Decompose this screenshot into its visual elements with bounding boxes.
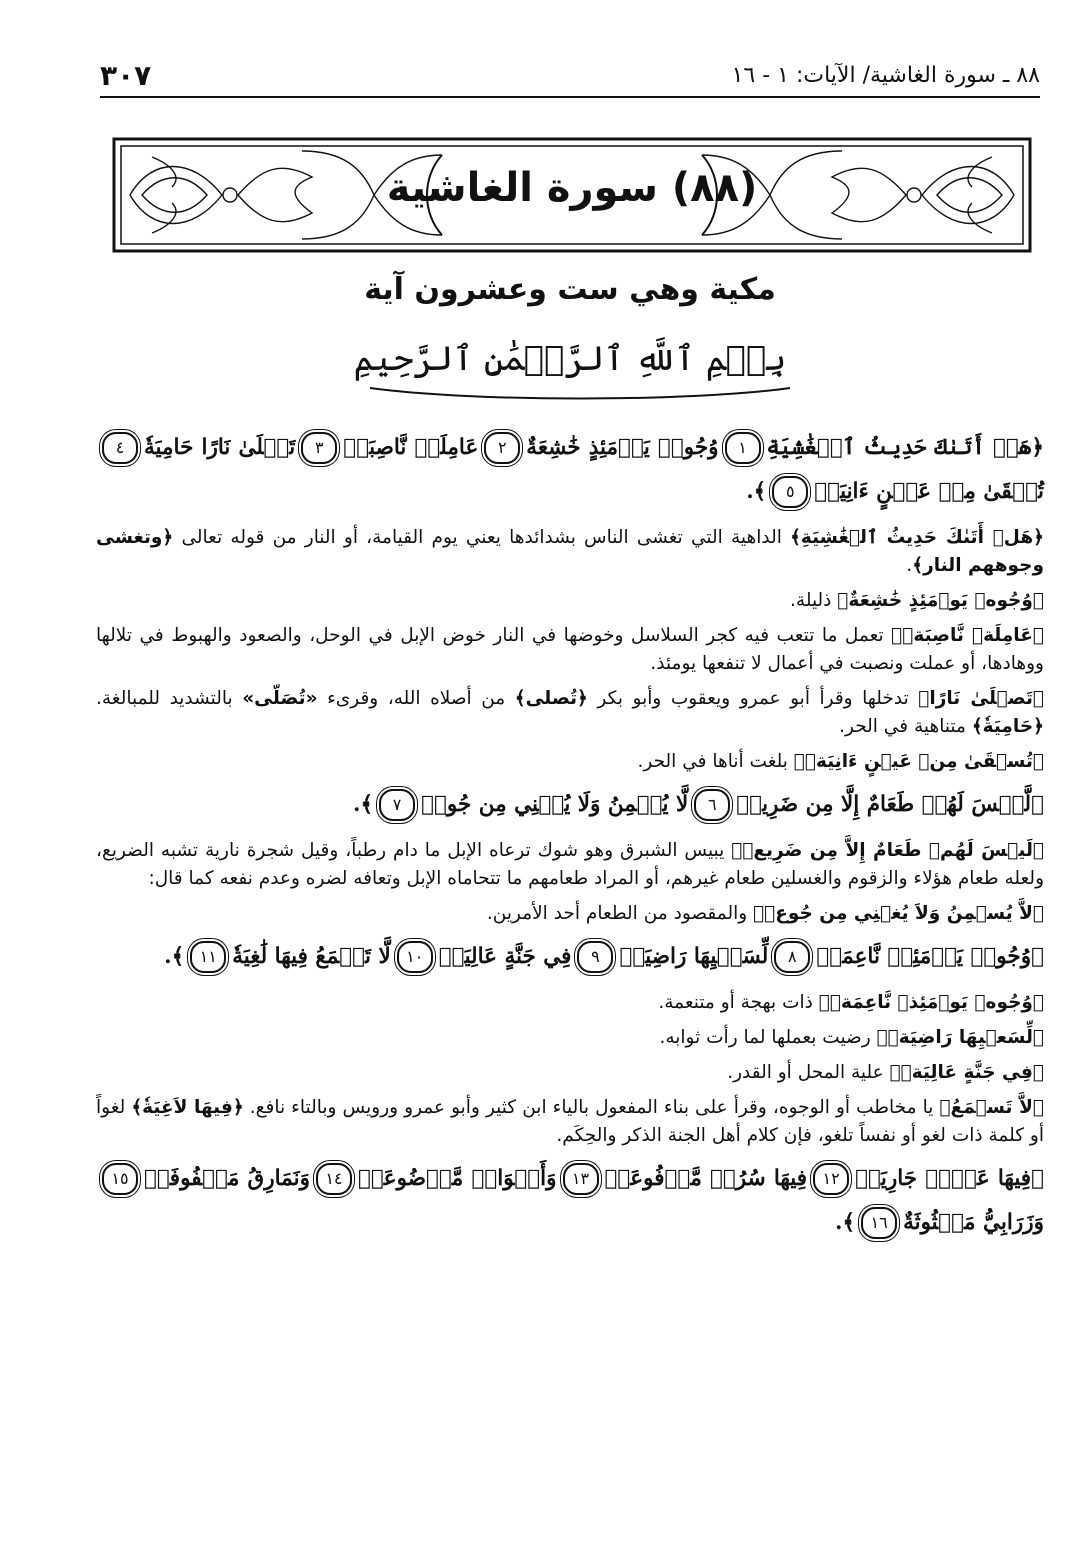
- verse-13: فِيهَا سُرُرٞ مَّرۡفُوعَةٞ: [604, 1166, 808, 1191]
- quoted-verse: ﴿لاَّ يُسۡمِنُ وَلاَ يُغۡنِي مِن جُوعٖ﴾: [753, 903, 1044, 924]
- quoted-verse: ﴿لَيۡسَ لَهُمۡ طَعَامٌ إِلاَّ مِن ضَرِيعٖ﴾: [731, 840, 1045, 861]
- commentary-text: تدخلها وقرأ أبو عمرو ويعقوب وأبو بكر: [587, 688, 919, 709]
- running-head-title: ٨٨ ـ سورة الغاشية/ الآيات: ١ - ١٦: [731, 63, 1040, 88]
- surah-subtitle: مكية وهي ست وعشرون آية: [364, 272, 776, 307]
- surah-title-frame: [112, 137, 1032, 253]
- commentary-paragraph: [96, 1059, 1044, 1087]
- verse-number-marker: ٧: [379, 789, 415, 821]
- quoted-verse: ﴿فِيهَا لاَغِيَةٗ﴾: [131, 1097, 244, 1118]
- quoted-verse: ﴿حَامِيَةٗ﴾: [971, 716, 1044, 737]
- surah-title: (٨٨) سورة الغاشية: [386, 165, 758, 211]
- verse-close-bracket: ﴾.: [164, 944, 185, 969]
- verse-number-marker: ٩: [577, 941, 613, 973]
- verse-block-1-5: [96, 426, 1044, 514]
- commentary-paragraph: [96, 685, 1044, 741]
- verse-2: وُجُوهٞ يَوۡمَئِذٍ خَٰشِعَةٌ: [526, 435, 719, 460]
- commentary-paragraph: [96, 524, 1044, 580]
- verse-close-bracket: ﴾.: [834, 1210, 856, 1235]
- quoted-reading: «تُصَلّى»: [242, 688, 318, 709]
- quoted-verse: ﴿وُجُوهٞ يَوۡمَئِذٍ خَٰشِعَةٌ﴾: [837, 590, 1044, 611]
- quoted-verse: ﴿هَلۡ أَتَىٰكَ حَدِيثُ ٱلۡغَٰشِيَةِ﴾: [790, 527, 1044, 548]
- commentary-text: متناهية في الحر.: [839, 716, 972, 737]
- verse-close-bracket: ﴾.: [746, 479, 767, 504]
- main-text: [96, 426, 1044, 1255]
- commentary-paragraph: [96, 989, 1044, 1017]
- verse-open-bracket: ﴿: [1031, 792, 1044, 817]
- verse-number-marker: ١٢: [813, 1163, 849, 1195]
- verse-open-bracket: ﴿: [1031, 1166, 1044, 1191]
- quoted-verse: ﴿وتغشى وجوههم النار﴾: [96, 527, 1044, 576]
- commentary-text: الداهية التي تغشى الناس بشدائدها يعني يوم القيامة، أو النار من قوله تعالى: [173, 527, 791, 548]
- verse-number-marker: ٦: [694, 789, 730, 821]
- quoted-verse: ﴿تَصۡلَىٰ نَارًا﴾: [918, 688, 1044, 709]
- verse-12: فِيهَا عَيۡنٞ جَارِيَةٞ: [855, 1166, 1032, 1191]
- verse-3: عَامِلَةٞ نَّاصِبَةٞ: [343, 435, 479, 460]
- running-head: [100, 50, 1040, 98]
- commentary-paragraph: [96, 837, 1044, 893]
- commentary-text: تعمل ما تتعب فيه كجر السلاسل وخوضها في النار خوض الإبل في الوحل، والصعود والهبوط في تلالها ووهادها، أو عملت ونصبت في أعمال لا تنفعها يومئذ.: [96, 625, 1044, 674]
- verse-5: تُسۡقَىٰ مِنۡ عَيۡنٍ ءَانِيَةٖ: [814, 479, 1044, 504]
- quoted-verse: ﴿عَامِلَةٞ نَّاصِبَةٞ﴾: [891, 625, 1044, 646]
- verse-9: لِّسَعۡيِهَا رَاضِيَةٞ: [619, 944, 769, 969]
- commentary-text: يبيس الشبرق وهو شوك ترعاه الإبل ما دام رطباً، وقيل شجرة نارية تشبه الضريع، ولعله طعام هؤلاء والزقوم والغسلين طعام غيرهم، أو المراد طعامهم ما تتحاماه الإبل وتعافه لضره وعدم نفعه كما قال:: [96, 840, 1044, 889]
- verse-number-marker: ١١: [190, 941, 226, 973]
- commentary-paragraph: [96, 622, 1044, 678]
- commentary-text: من أصلاه الله، وقرىء: [317, 688, 515, 709]
- basmala: بِسۡمِ ٱللَّهِ ٱلرَّحۡمَٰنِ ٱلرَّحِيمِ: [353, 339, 787, 379]
- verse-1: هَلۡ أَتَىٰكَ حَدِيثُ ٱلۡغَٰشِيَةِ: [766, 435, 1032, 460]
- quoted-verse: ﴿وُجُوهٞ يَوۡمَئِذٖ نَّاعِمَةٞ﴾: [818, 992, 1044, 1013]
- verse-open-bracket: ﴿: [1031, 435, 1045, 460]
- commentary-paragraph: [96, 900, 1044, 928]
- commentary-text: ذليلة.: [790, 590, 838, 611]
- commentary-text: والمقصود من الطعام أحد الأمرين.: [486, 903, 754, 924]
- verse-number-marker: ١٤: [316, 1163, 352, 1195]
- basmala-flourish: [350, 380, 810, 400]
- verse-number-marker: ٣: [301, 432, 337, 464]
- verse-close-bracket: ﴾.: [352, 792, 374, 817]
- quoted-verse: ﴿تُصلى﴾: [514, 688, 588, 709]
- quoted-verse: ﴿لاَّ تَسۡمَعُ﴾: [939, 1097, 1044, 1118]
- verse-number-marker: ١: [725, 432, 761, 464]
- verse-number-marker: ١٠: [397, 941, 433, 973]
- verse-8: وُجُوهٞ يَوۡمَئِذٖ نَّاعِمَةٞ: [816, 944, 1032, 969]
- commentary-text: لغواً أو كلمة ذات لغو أو نفساً تلغو، فإن كلام أهل الجنة الذكر والحِكَم.: [96, 1097, 1044, 1146]
- commentary-text: بلغت أناها في الحر.: [637, 751, 794, 772]
- commentary-paragraph: [96, 1024, 1044, 1052]
- verse-number-marker: ١٣: [563, 1163, 599, 1195]
- commentary-text: .: [906, 555, 913, 576]
- commentary-paragraph: [96, 748, 1044, 776]
- page-number: ٣٠٧: [100, 59, 152, 92]
- verse-11: لَّا تَسۡمَعُ فِيهَا لَٰغِيَةٗ: [232, 944, 391, 969]
- quoted-verse: ﴿تُسۡقَىٰ مِنۡ عَيۡنٍ ءَانِيَةٖ﴾: [793, 751, 1044, 772]
- verse-number-marker: ٨: [774, 941, 810, 973]
- verse-14: وَأَكۡوَابٞ مَّوۡضُوعَةٞ: [357, 1166, 557, 1191]
- verse-16: وَزَرَابِيُّ مَبۡثُوثَةٌ: [903, 1210, 1044, 1235]
- verse-number-marker: ١٦: [861, 1207, 897, 1239]
- verse-number-marker: ٢: [484, 432, 520, 464]
- commentary-text: علية المحل أو القدر.: [727, 1062, 890, 1083]
- commentary-paragraph: [96, 587, 1044, 615]
- verse-block-8-11: [96, 935, 1044, 979]
- verse-number-marker: ٤: [102, 432, 138, 464]
- verse-10: فِي جَنَّةٍ عَالِيَةٖ: [438, 944, 572, 969]
- verse-number-marker: ٥: [772, 476, 808, 508]
- verse-4: تَصۡلَىٰ نَارًا حَامِيَةٗ: [144, 435, 296, 460]
- verse-6: لَّيۡسَ لَهُمۡ طَعَامٌ إِلَّا مِن ضَرِيعٖ: [736, 792, 1032, 817]
- quoted-verse: ﴿فِي جَنَّةٍ عَالِيَةٖ﴾: [889, 1062, 1044, 1083]
- commentary-text: رضيت بعملها لما رأت ثوابه.: [659, 1027, 877, 1048]
- verse-number-marker: ١٥: [102, 1163, 138, 1195]
- verse-block-6-7: [96, 783, 1044, 827]
- verse-block-12-16: [96, 1157, 1044, 1245]
- verse-15: وَنَمَارِقُ مَصۡفُوفَةٞ: [144, 1166, 310, 1191]
- quoted-verse: ﴿لِّسَعۡيِهَا رَاضِيَةٞ﴾: [876, 1027, 1044, 1048]
- commentary-text: يا مخاطب أو الوجوه، وقرأ على بناء المفعول بالياء ابن كثير وأبو عمرو ورويس وبالتاء نافع.: [243, 1097, 940, 1118]
- verse-open-bracket: ﴿: [1031, 944, 1044, 969]
- commentary-paragraph: [96, 1094, 1044, 1150]
- commentary-text: بالتشديد للمبالغة.: [96, 688, 243, 709]
- verse-7: لَّا يُسۡمِنُ وَلَا يُغۡنِي مِن جُوعٖ: [421, 792, 689, 817]
- commentary-text: ذات بهجة أو متنعمة.: [658, 992, 819, 1013]
